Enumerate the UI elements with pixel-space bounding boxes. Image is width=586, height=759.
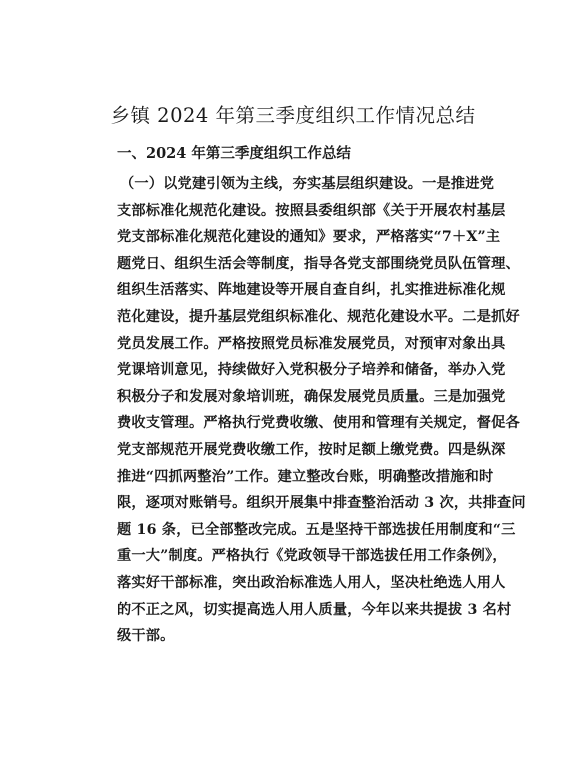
section-heading: 一、2024 年第三季度组织工作总结: [117, 145, 351, 162]
paragraph-line: 党支部规范开展党费收缴工作，按时足额上缴党费。四是纵深: [117, 441, 506, 458]
paragraph-line: 题 16 条，已全部整改完成。五是坚持干部选拔任用制度和“三: [117, 521, 516, 538]
paragraph-line: 党员发展工作。严格按照党员标准发展党员，对预审对象出具: [117, 335, 506, 352]
paragraph-line: 支部标准化规范化建设。按照县委组织部《关于开展农村基层: [117, 202, 506, 219]
paragraph-line: 题党日、组织生活会等制度，指导各党支部围绕党员队伍管理、: [117, 255, 520, 272]
document-title: 乡镇 2024 年第三季度组织工作情况总结: [110, 104, 476, 127]
paragraph-line: 的不正之风，切实提高选人用人质量，今年以来共提拔 3 名村: [117, 601, 512, 618]
paragraph-line: 组织生活落实、阵地建设等开展自查自纠，扎实推进标准化规: [117, 282, 506, 299]
paragraph-line: 落实好干部标准，突出政治标准选人用人，坚决杜绝选人用人: [117, 574, 506, 591]
paragraph-line: 推进“四抓两整治”工作。建立整改台账，明确整改措施和时: [117, 468, 494, 485]
paragraph-line: 级干部。: [117, 628, 175, 645]
paragraph-line: 范化建设，提升基层党组织标准化、规范化建设水平。二是抓好: [117, 308, 520, 325]
paragraph-line: （一）以党建引领为主线，夯实基层组织建设。一是推进党: [120, 176, 495, 192]
paragraph-line: 积极分子和发展对象培训班，确保发展党员质量。三是加强党: [117, 388, 506, 405]
paragraph-line: 重一大”制度。严格执行《党政领导干部选拔任用工作条例》，: [117, 548, 507, 565]
paragraph-line: 限，逐项对账销号。组织开展集中排查整治活动 3 次，共排查问: [117, 495, 526, 512]
body-paragraph: [117, 171, 526, 650]
paragraph-line: 费收支管理。严格执行党费收缴、使用和管理有关规定，督促各: [117, 415, 520, 432]
paragraph-line: 党支部标准化规范化建设的通知》要求，严格落实“7＋X”主: [117, 229, 501, 246]
paragraph-line: 党课培训意见，持续做好入党积极分子培养和储备，举办入党: [117, 362, 506, 379]
